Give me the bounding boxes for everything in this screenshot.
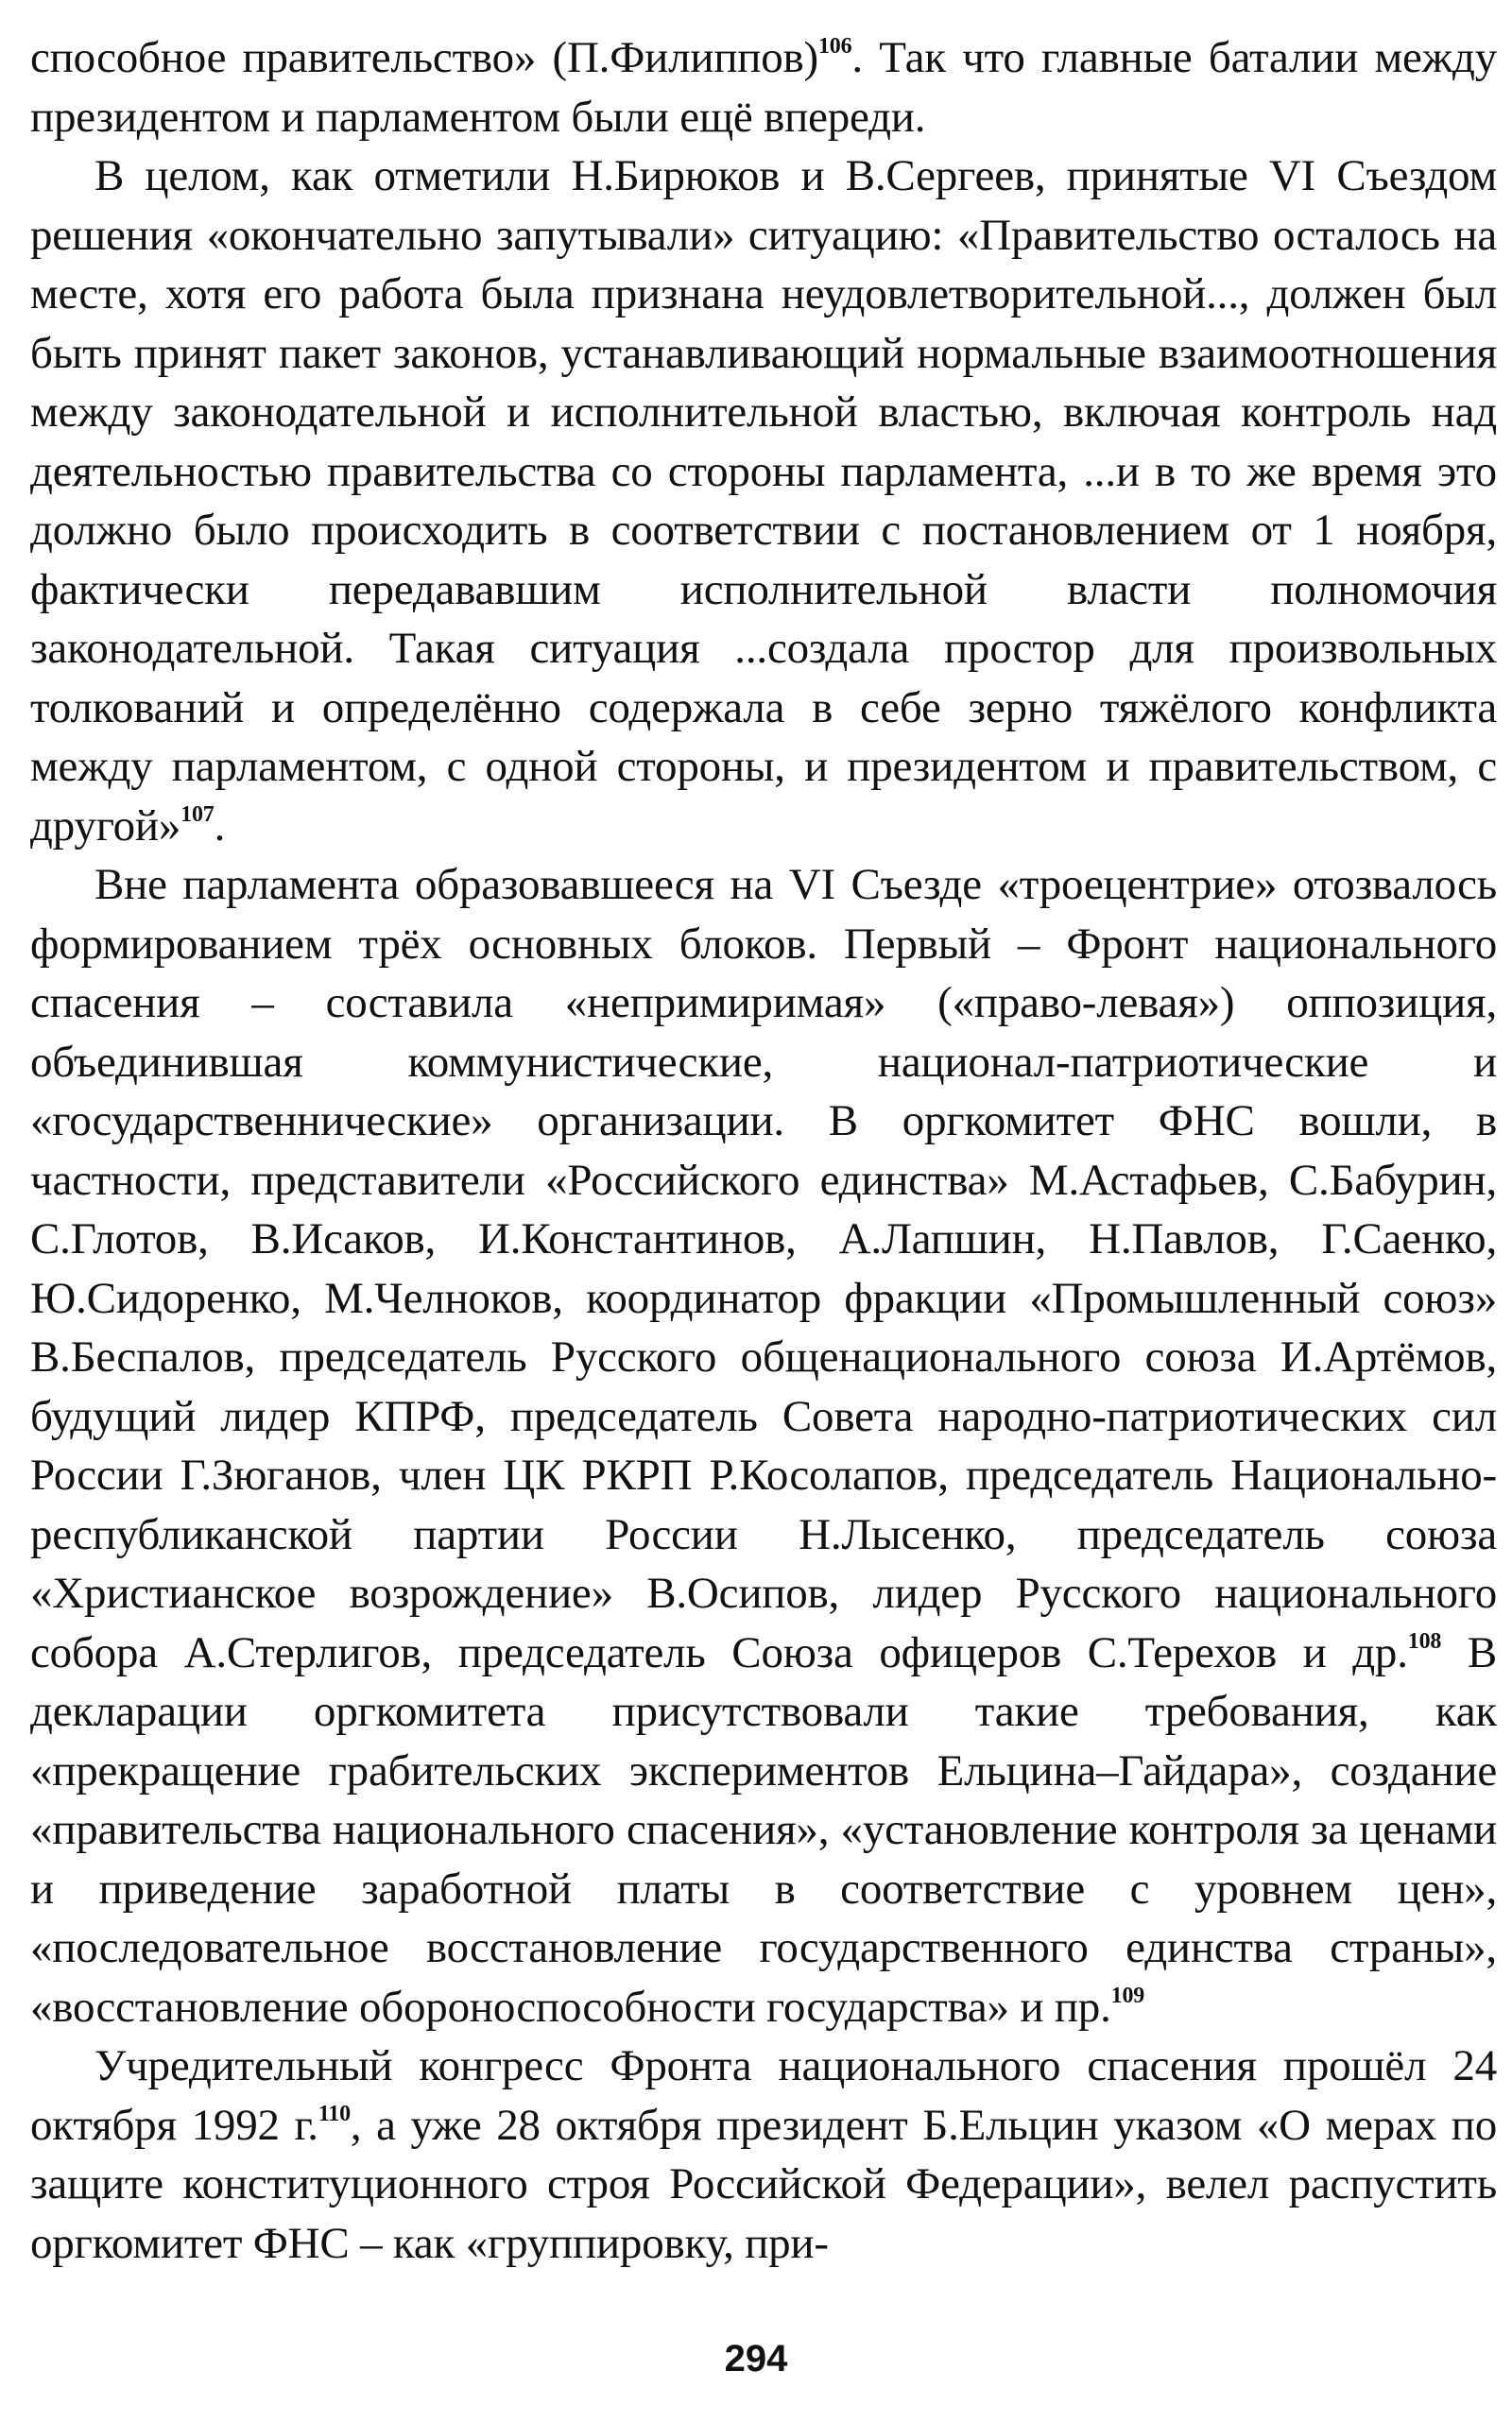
footnote-ref-106[interactable]: 106 bbox=[817, 34, 852, 59]
paragraph-text: Учредительный конгресс Фронта национального спасения прошёл 24 октября 1992 г. bbox=[30, 2041, 1497, 2150]
footnote-ref-108[interactable]: 108 bbox=[1407, 1628, 1442, 1654]
paragraph-2 bbox=[30, 146, 1497, 855]
page-number: 294 bbox=[724, 2338, 788, 2380]
paragraph-text: В декларации оргкомитета присутствовали такие требования, как «прекращение грабительских экспериментов Ельцина–Гайдара», создание «правительства национального спасения», «установление контроля за ценами и приведение заработной платы в соответствие с уровнем цен», «последовательное восстановление государственного единства страны», «восстановление обороноспособности государства» и пр. bbox=[30, 1627, 1497, 2032]
paragraph-3 bbox=[30, 855, 1497, 2036]
paragraph-4 bbox=[30, 2036, 1497, 2273]
paragraph-text: . bbox=[214, 800, 226, 851]
footnote-ref-107[interactable]: 107 bbox=[180, 801, 215, 827]
footnote-ref-109[interactable]: 109 bbox=[1110, 1983, 1145, 2008]
paragraph-1 bbox=[30, 28, 1497, 146]
paragraph-text: способное правительство» (П.Филиппов) bbox=[30, 33, 818, 82]
page-body bbox=[30, 28, 1497, 2273]
footnote-ref-110[interactable]: 110 bbox=[318, 2101, 351, 2126]
paragraph-text: В целом, как отметили Н.Бирюков и В.Сергеев, принятые VI Съездом решения «окончательно запутывали» ситуацию: «Правительство осталось на месте, хотя его работа была признана неудовлетворительной..., должен был быть принят пакет законов, устанавливающий нормальные взаимоотношения между законодательной и исполнительной властью, включая контроль над деятельностью правительства со стороны парламента, ...и в то же время это должно было происходить в соответствии с постановлением от 1 ноября, фактически передававшим исполнительной власти полномочия законодательной. Такая ситуация ...создала простор для произвольных толкований и определённо содержала в себе зерно тяжёлого конфликта между парламентом, с одной стороны, и президентом и правительством, с другой» bbox=[30, 151, 1497, 851]
paragraph-text: , а уже 28 октября президент Б.Ельцин указом «О мерах по защите конституционного строя Российской Федерации», велел распустить оргкомитет ФНС – как «группировку, при- bbox=[30, 2100, 1497, 2268]
paragraph-text: . Так что главные баталии между президентом и парламентом были ещё впереди. bbox=[30, 33, 1497, 142]
paragraph-text: Вне парламента образовавшееся на VI Съезде «троецентрие» отозвалось формированием трёх основных блоков. Первый – Фронт национального спасения – составила «непримиримая» («право-левая») оппозиция, объединившая коммунистические, национал-патриотические и «государственнические» организации. В оргкомитет ФНС вошли, в частности, представители «Российского единства» М.Астафьев, С.Бабурин, С.Глотов, В.Исаков, И.Константинов, А.Лапшин, Н.Павлов, Г.Саенко, Ю.Сидоренко, М.Челноков, координатор фракции «Промышленный союз» В.Беспалов, председатель Русского общенационального союза И.Артёмов, будущий лидер КПРФ, председатель Совета народно-патриотических сил России Г.Зюганов, член ЦК РКРП Р.Косолапов, председатель Национально-республиканской партии России Н.Лысенко, председатель союза «Христианское возрождение» В.Осипов, лидер Русского национального собора А.Стерлигов, председатель Союза офицеров С.Терехов и др. bbox=[30, 860, 1497, 1677]
